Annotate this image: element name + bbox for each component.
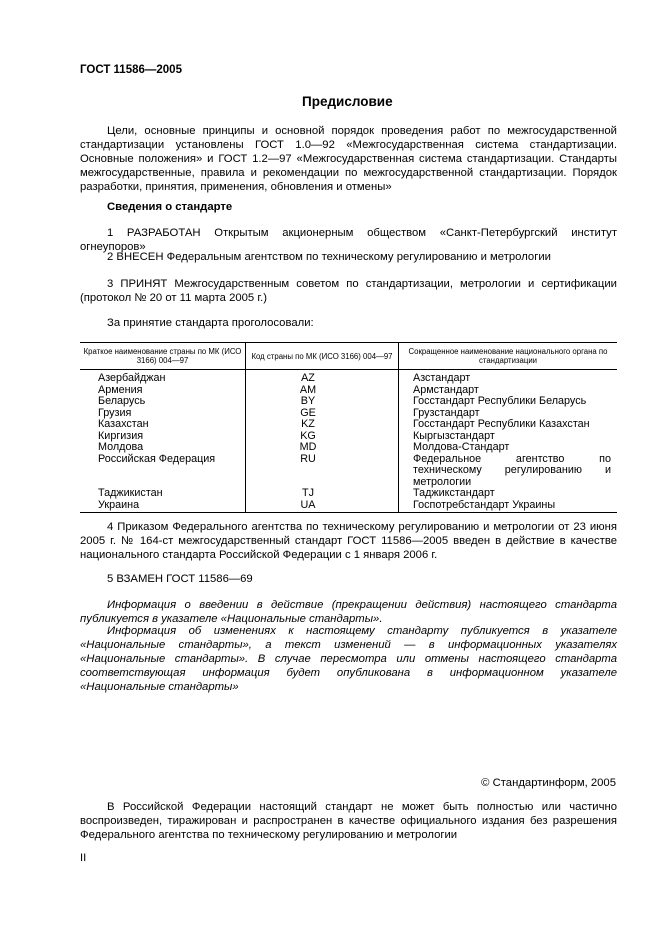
copyright: © Стандартинформ, 2005	[481, 777, 616, 789]
country-cell: Беларусь	[98, 395, 146, 407]
body-cell: Госстандарт Республики Казахстан	[399, 419, 618, 431]
item-4: 4 Приказом Федерального агентства по техническому регулированию и метрологии от 23 июня 2005 г. № 164-ст межгосударственный стандарт ГОСТ 11586—2005 введен в действие в качестве национального стандарта Российской Федерации с 1 января 2006 г.	[80, 521, 617, 561]
country-cell: Грузия	[98, 406, 132, 419]
country-cell: Казахстан	[98, 418, 149, 430]
country-cell: Молдова	[98, 441, 144, 453]
table-row	[80, 488, 617, 500]
voting-table	[80, 342, 617, 513]
code-cell: KZ	[246, 419, 399, 431]
table-header-row	[80, 343, 617, 370]
item-3: 3 ПРИНЯТ Межгосударственным советом по стандартизации, метрологии и сертификации (протокол № 20 от 11 марта 2005 г.)	[80, 278, 617, 304]
item-2: 2 ВНЕСЕН Федеральным агентством по техническому регулированию и метрологии	[107, 251, 551, 263]
body-cell: Госстандарт Республики Беларусь	[399, 396, 618, 408]
document-header: ГОСТ 11586—2005	[80, 64, 182, 76]
code-cell: RU	[246, 454, 399, 489]
code-cell: AM	[246, 385, 399, 397]
country-cell: Российская Федерация	[98, 452, 216, 465]
item-5: 5 ВЗАМЕН ГОСТ 11586—69	[107, 573, 253, 585]
voted-label: За принятие стандарта проголосовали:	[107, 317, 314, 329]
body-cell: Таджикстандарт	[399, 488, 618, 500]
body-cell: Грузстандарт	[399, 408, 618, 420]
code-cell: AZ	[246, 370, 399, 385]
item-1: 1 РАЗРАБОТАН Открытым акционерным обществом «Санкт-Петербургский институт огнеупоров»	[80, 227, 617, 253]
code-cell: TJ	[246, 488, 399, 500]
table-row	[80, 370, 617, 385]
code-cell: KG	[246, 431, 399, 443]
table-row	[80, 396, 617, 408]
country-cell: Таджикистан	[98, 487, 163, 499]
body-cell: Федеральное агентство по техническому регулированию и метрологии	[399, 454, 618, 489]
column-header-body: Сокращенное наименование национального органа по стандартизации	[399, 343, 618, 370]
country-cell: Армения	[98, 383, 143, 396]
notice-changes: Информация об изменениях к настоящему стандарту публикуется в указателе «Национальные стандарты», а текст изменений — в информационных указателях «Национальные стандарты». В случае пересмотра или отмены настоящего стандарта соответствующая информация будет опубликована в информационном указателе «Национальные стандарты»	[80, 625, 617, 693]
column-header-code: Код страны по МК (ИСО 3166) 004—97	[246, 343, 399, 370]
code-cell: BY	[246, 396, 399, 408]
code-cell: GE	[246, 408, 399, 420]
code-cell: MD	[246, 442, 399, 454]
body-cell: Госпотребстандарт Украины	[399, 500, 618, 513]
page-number: II	[80, 852, 87, 864]
column-header-country: Краткое наименование страны по МК (ИСО 3166) 004—97	[80, 343, 246, 370]
body-cell: Кыргызстандарт	[399, 431, 618, 443]
body-cell: Армстандарт	[399, 385, 618, 397]
intro-paragraph: Цели, основные принципы и основной порядок проведения работ по межгосударственной стандартизации установлены ГОСТ 1.0—92 «Межгосударственная система стандартизации. Основные положения» и ГОСТ 1.2—97 «Межгосударственная система стандартизации. Стандарты межгосударственные, правила и рекомендации по межгосударственной стандартизации. Порядок разработки, принятия, применения, обновления и отмены»	[80, 125, 617, 193]
restriction-notice: В Российской Федерации настоящий стандарт не может быть полностью или частично воспроизведен, тиражирован и распространен в качестве официального издания без разрешения Федерального агентства по техническому регулированию и метрологии	[80, 801, 617, 841]
table-row	[80, 419, 617, 431]
table-row	[80, 431, 617, 443]
info-heading: Сведения о стандарте	[107, 201, 233, 213]
body-cell: Азстандарт	[399, 370, 618, 385]
code-cell: UA	[246, 500, 399, 513]
body-cell: Молдова-Стандарт	[399, 442, 618, 454]
page-title: Предисловие	[302, 94, 393, 109]
country-cell: Украина	[80, 500, 246, 513]
country-cell: Азербайджан	[98, 372, 166, 384]
country-cell: Киргизия	[98, 429, 144, 442]
notice-introduction: Информация о введении в действие (прекращении действия) настоящего стандарта публикуется в указателе «Национальные стандарты».	[80, 599, 617, 625]
table-row	[80, 442, 617, 454]
table-row	[80, 454, 617, 489]
table-row	[80, 500, 617, 513]
